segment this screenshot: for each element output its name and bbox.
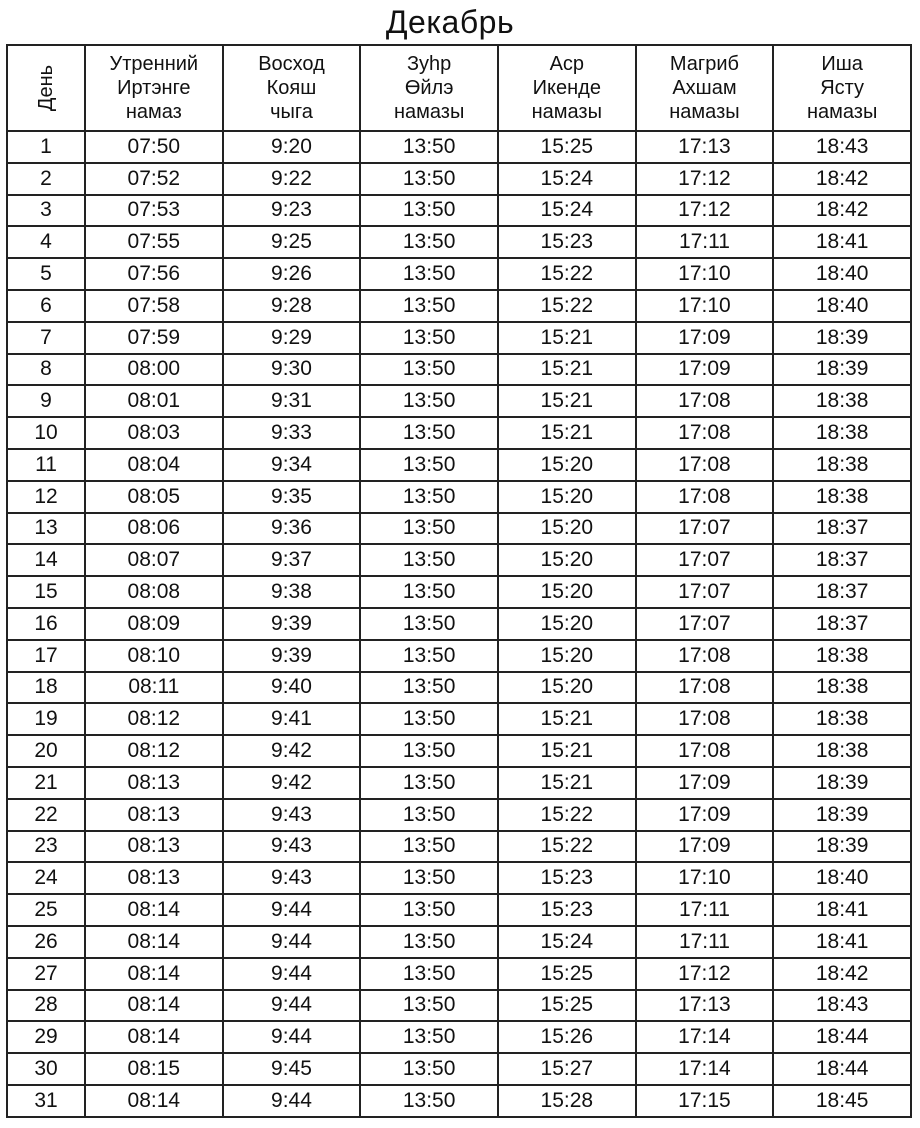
cell-sunrise: 9:36 [223, 513, 361, 545]
cell-isha: 18:39 [773, 354, 911, 386]
cell-sunrise: 9:44 [223, 958, 361, 990]
cell-zuhr: 13:50 [360, 767, 498, 799]
cell-maghrib: 17:09 [636, 354, 774, 386]
column-header-line: намазы [393, 101, 465, 123]
table-row [7, 417, 911, 449]
cell-zuhr: 13:50 [360, 1053, 498, 1085]
cell-maghrib: 17:08 [636, 449, 774, 481]
table-row [7, 990, 911, 1022]
cell-day: 15 [7, 576, 85, 608]
cell-fajr: 08:13 [85, 831, 223, 863]
cell-day: 30 [7, 1053, 85, 1085]
cell-sunrise: 9:44 [223, 1085, 361, 1117]
cell-sunrise: 9:43 [223, 862, 361, 894]
cell-maghrib: 17:13 [636, 990, 774, 1022]
cell-maghrib: 17:08 [636, 703, 774, 735]
cell-asr: 15:21 [498, 354, 636, 386]
cell-zuhr: 13:50 [360, 640, 498, 672]
cell-asr: 15:21 [498, 767, 636, 799]
cell-isha: 18:41 [773, 226, 911, 258]
column-header-line: Өйлэ [404, 77, 454, 99]
cell-fajr: 08:14 [85, 958, 223, 990]
cell-fajr: 07:50 [85, 131, 223, 163]
cell-asr: 15:22 [498, 799, 636, 831]
column-header-label: День [34, 64, 57, 112]
cell-sunrise: 9:39 [223, 640, 361, 672]
cell-sunrise: 9:25 [223, 226, 361, 258]
cell-fajr: 08:01 [85, 385, 223, 417]
cell-fajr: 07:58 [85, 290, 223, 322]
cell-zuhr: 13:50 [360, 672, 498, 704]
cell-zuhr: 13:50 [360, 926, 498, 958]
cell-maghrib: 17:12 [636, 958, 774, 990]
cell-asr: 15:20 [498, 576, 636, 608]
cell-day: 12 [7, 481, 85, 513]
cell-isha: 18:39 [773, 831, 911, 863]
cell-maghrib: 17:07 [636, 576, 774, 608]
cell-zuhr: 13:50 [360, 195, 498, 227]
cell-day: 14 [7, 544, 85, 576]
cell-sunrise: 9:44 [223, 926, 361, 958]
column-header-line: Икенде [532, 77, 601, 99]
cell-day: 4 [7, 226, 85, 258]
cell-asr: 15:22 [498, 831, 636, 863]
cell-zuhr: 13:50 [360, 862, 498, 894]
table-row [7, 1085, 911, 1117]
cell-asr: 15:21 [498, 385, 636, 417]
cell-day: 20 [7, 735, 85, 767]
cell-maghrib: 17:07 [636, 608, 774, 640]
column-header-line: Восход [258, 53, 325, 75]
cell-zuhr: 13:50 [360, 831, 498, 863]
cell-zuhr: 13:50 [360, 449, 498, 481]
cell-day: 24 [7, 862, 85, 894]
table-row [7, 163, 911, 195]
column-header-line: Кояш [266, 77, 317, 99]
cell-asr: 15:20 [498, 544, 636, 576]
cell-maghrib: 17:10 [636, 862, 774, 894]
cell-fajr: 07:55 [85, 226, 223, 258]
column-header-line: намазы [531, 101, 602, 123]
table-row [7, 894, 911, 926]
cell-zuhr: 13:50 [360, 1021, 498, 1053]
cell-sunrise: 9:39 [223, 608, 361, 640]
cell-isha: 18:38 [773, 385, 911, 417]
column-header-line: Ясту [820, 77, 865, 99]
cell-isha: 18:41 [773, 894, 911, 926]
cell-asr: 15:24 [498, 163, 636, 195]
cell-maghrib: 17:09 [636, 831, 774, 863]
cell-isha: 18:38 [773, 417, 911, 449]
table-row [7, 195, 911, 227]
cell-maghrib: 17:08 [636, 672, 774, 704]
cell-fajr: 08:03 [85, 417, 223, 449]
cell-sunrise: 9:44 [223, 894, 361, 926]
cell-sunrise: 9:45 [223, 1053, 361, 1085]
cell-sunrise: 9:34 [223, 449, 361, 481]
cell-sunrise: 9:29 [223, 322, 361, 354]
cell-day: 17 [7, 640, 85, 672]
prayer-times-table [6, 44, 912, 1118]
cell-zuhr: 13:50 [360, 481, 498, 513]
table-row [7, 703, 911, 735]
column-header-sunrise [223, 45, 361, 131]
cell-day: 19 [7, 703, 85, 735]
cell-zuhr: 13:50 [360, 354, 498, 386]
cell-isha: 18:43 [773, 131, 911, 163]
cell-maghrib: 17:12 [636, 163, 774, 195]
cell-sunrise: 9:20 [223, 131, 361, 163]
cell-fajr: 08:14 [85, 1085, 223, 1117]
cell-maghrib: 17:15 [636, 1085, 774, 1117]
cell-maghrib: 17:09 [636, 799, 774, 831]
cell-fajr: 07:52 [85, 163, 223, 195]
cell-day: 7 [7, 322, 85, 354]
cell-sunrise: 9:37 [223, 544, 361, 576]
table-header [7, 45, 911, 131]
cell-isha: 18:39 [773, 322, 911, 354]
cell-sunrise: 9:30 [223, 354, 361, 386]
cell-asr: 15:20 [498, 513, 636, 545]
cell-isha: 18:38 [773, 449, 911, 481]
cell-day: 9 [7, 385, 85, 417]
table-row [7, 672, 911, 704]
column-header-maghrib [636, 45, 774, 131]
cell-maghrib: 17:14 [636, 1021, 774, 1053]
cell-maghrib: 17:09 [636, 322, 774, 354]
cell-zuhr: 13:50 [360, 576, 498, 608]
column-header-line: Иша [821, 53, 863, 75]
column-header-line: намаз [125, 101, 182, 123]
cell-fajr: 07:59 [85, 322, 223, 354]
cell-isha: 18:38 [773, 672, 911, 704]
table-row [7, 608, 911, 640]
cell-fajr: 08:04 [85, 449, 223, 481]
cell-maghrib: 17:09 [636, 767, 774, 799]
cell-day: 21 [7, 767, 85, 799]
table-row [7, 322, 911, 354]
column-header-asr [498, 45, 636, 131]
cell-isha: 18:38 [773, 481, 911, 513]
cell-maghrib: 17:08 [636, 385, 774, 417]
cell-day: 16 [7, 608, 85, 640]
cell-fajr: 08:07 [85, 544, 223, 576]
cell-isha: 18:45 [773, 1085, 911, 1117]
table-row [7, 131, 911, 163]
cell-maghrib: 17:10 [636, 290, 774, 322]
cell-day: 5 [7, 258, 85, 290]
cell-isha: 18:41 [773, 926, 911, 958]
table-row [7, 354, 911, 386]
cell-asr: 15:20 [498, 608, 636, 640]
cell-fajr: 08:13 [85, 767, 223, 799]
cell-asr: 15:23 [498, 226, 636, 258]
column-header-line: Магриб [669, 53, 739, 75]
cell-maghrib: 17:13 [636, 131, 774, 163]
cell-sunrise: 9:43 [223, 831, 361, 863]
cell-isha: 18:44 [773, 1053, 911, 1085]
cell-asr: 15:21 [498, 322, 636, 354]
cell-fajr: 07:56 [85, 258, 223, 290]
cell-day: 28 [7, 990, 85, 1022]
cell-isha: 18:43 [773, 990, 911, 1022]
table-row [7, 513, 911, 545]
cell-zuhr: 13:50 [360, 544, 498, 576]
cell-sunrise: 9:22 [223, 163, 361, 195]
cell-day: 23 [7, 831, 85, 863]
cell-zuhr: 13:50 [360, 990, 498, 1022]
cell-isha: 18:44 [773, 1021, 911, 1053]
cell-fajr: 08:06 [85, 513, 223, 545]
cell-day: 29 [7, 1021, 85, 1053]
cell-sunrise: 9:42 [223, 735, 361, 767]
column-header-line: Зуhр [406, 53, 452, 75]
cell-zuhr: 13:50 [360, 322, 498, 354]
cell-maghrib: 17:08 [636, 735, 774, 767]
column-header-line: Иртэнге [117, 77, 191, 99]
cell-asr: 15:24 [498, 195, 636, 227]
cell-zuhr: 13:50 [360, 131, 498, 163]
table-row [7, 926, 911, 958]
cell-zuhr: 13:50 [360, 513, 498, 545]
cell-asr: 15:24 [498, 926, 636, 958]
cell-fajr: 08:05 [85, 481, 223, 513]
cell-day: 2 [7, 163, 85, 195]
cell-sunrise: 9:41 [223, 703, 361, 735]
cell-sunrise: 9:26 [223, 258, 361, 290]
column-header-fajr [85, 45, 223, 131]
cell-day: 25 [7, 894, 85, 926]
cell-maghrib: 17:11 [636, 226, 774, 258]
table-row [7, 958, 911, 990]
cell-isha: 18:40 [773, 290, 911, 322]
cell-asr: 15:23 [498, 894, 636, 926]
cell-asr: 15:26 [498, 1021, 636, 1053]
cell-fajr: 08:14 [85, 926, 223, 958]
cell-maghrib: 17:11 [636, 926, 774, 958]
header-row [7, 45, 911, 131]
table-row [7, 1053, 911, 1085]
cell-zuhr: 13:50 [360, 1085, 498, 1117]
table-row [7, 831, 911, 863]
cell-fajr: 08:13 [85, 799, 223, 831]
cell-maghrib: 17:08 [636, 640, 774, 672]
cell-fajr: 08:08 [85, 576, 223, 608]
column-header-line: намазы [669, 101, 740, 123]
cell-sunrise: 9:35 [223, 481, 361, 513]
cell-zuhr: 13:50 [360, 226, 498, 258]
cell-isha: 18:37 [773, 608, 911, 640]
cell-maghrib: 17:07 [636, 544, 774, 576]
cell-asr: 15:28 [498, 1085, 636, 1117]
cell-maghrib: 17:10 [636, 258, 774, 290]
table-row [7, 481, 911, 513]
cell-isha: 18:40 [773, 258, 911, 290]
cell-isha: 18:37 [773, 576, 911, 608]
cell-sunrise: 9:43 [223, 799, 361, 831]
cell-asr: 15:20 [498, 481, 636, 513]
cell-day: 27 [7, 958, 85, 990]
cell-maghrib: 17:07 [636, 513, 774, 545]
cell-isha: 18:42 [773, 163, 911, 195]
cell-asr: 15:21 [498, 417, 636, 449]
cell-maghrib: 17:08 [636, 417, 774, 449]
cell-fajr: 08:14 [85, 1021, 223, 1053]
cell-sunrise: 9:31 [223, 385, 361, 417]
table-row [7, 767, 911, 799]
cell-zuhr: 13:50 [360, 703, 498, 735]
table-row [7, 258, 911, 290]
cell-sunrise: 9:42 [223, 767, 361, 799]
column-header-isha [773, 45, 911, 131]
cell-sunrise: 9:44 [223, 1021, 361, 1053]
cell-fajr: 08:15 [85, 1053, 223, 1085]
cell-fajr: 08:00 [85, 354, 223, 386]
cell-asr: 15:27 [498, 1053, 636, 1085]
cell-asr: 15:20 [498, 672, 636, 704]
cell-day: 18 [7, 672, 85, 704]
cell-isha: 18:39 [773, 767, 911, 799]
cell-maghrib: 17:12 [636, 195, 774, 227]
cell-zuhr: 13:50 [360, 735, 498, 767]
cell-isha: 18:42 [773, 958, 911, 990]
column-header-day [7, 45, 85, 131]
column-header-zuhr [360, 45, 498, 131]
cell-day: 1 [7, 131, 85, 163]
cell-sunrise: 9:40 [223, 672, 361, 704]
cell-day: 13 [7, 513, 85, 545]
cell-isha: 18:38 [773, 703, 911, 735]
cell-day: 8 [7, 354, 85, 386]
cell-sunrise: 9:33 [223, 417, 361, 449]
cell-isha: 18:39 [773, 799, 911, 831]
cell-zuhr: 13:50 [360, 385, 498, 417]
column-header-line: Утренний [109, 53, 199, 75]
column-header-line: Ахшам [672, 77, 737, 99]
page-title: Декабрь [385, 4, 515, 40]
cell-asr: 15:21 [498, 735, 636, 767]
cell-isha: 18:40 [773, 862, 911, 894]
cell-asr: 15:22 [498, 290, 636, 322]
cell-asr: 15:20 [498, 640, 636, 672]
table-row [7, 735, 911, 767]
cell-asr: 15:20 [498, 449, 636, 481]
table-row [7, 576, 911, 608]
table-row [7, 640, 911, 672]
cell-isha: 18:37 [773, 513, 911, 545]
cell-maghrib: 17:11 [636, 894, 774, 926]
cell-day: 26 [7, 926, 85, 958]
cell-day: 3 [7, 195, 85, 227]
cell-isha: 18:37 [773, 544, 911, 576]
cell-fajr: 08:14 [85, 990, 223, 1022]
table-row [7, 544, 911, 576]
cell-fajr: 08:11 [85, 672, 223, 704]
cell-maghrib: 17:14 [636, 1053, 774, 1085]
cell-fajr: 07:53 [85, 195, 223, 227]
cell-asr: 15:23 [498, 862, 636, 894]
cell-zuhr: 13:50 [360, 163, 498, 195]
cell-fajr: 08:12 [85, 703, 223, 735]
cell-maghrib: 17:08 [636, 481, 774, 513]
table-row [7, 1021, 911, 1053]
cell-day: 10 [7, 417, 85, 449]
cell-fajr: 08:13 [85, 862, 223, 894]
cell-asr: 15:21 [498, 703, 636, 735]
cell-zuhr: 13:50 [360, 258, 498, 290]
cell-asr: 15:22 [498, 258, 636, 290]
cell-fajr: 08:10 [85, 640, 223, 672]
cell-sunrise: 9:38 [223, 576, 361, 608]
column-header-line: намазы [806, 101, 878, 123]
cell-day: 11 [7, 449, 85, 481]
cell-zuhr: 13:50 [360, 290, 498, 322]
cell-fajr: 08:09 [85, 608, 223, 640]
cell-sunrise: 9:28 [223, 290, 361, 322]
table-row [7, 799, 911, 831]
cell-zuhr: 13:50 [360, 608, 498, 640]
table-row [7, 862, 911, 894]
cell-isha: 18:38 [773, 735, 911, 767]
cell-asr: 15:25 [498, 958, 636, 990]
table-row [7, 226, 911, 258]
cell-zuhr: 13:50 [360, 417, 498, 449]
cell-zuhr: 13:50 [360, 799, 498, 831]
table-row [7, 385, 911, 417]
cell-zuhr: 13:50 [360, 894, 498, 926]
cell-zuhr: 13:50 [360, 958, 498, 990]
cell-day: 22 [7, 799, 85, 831]
cell-fajr: 08:14 [85, 894, 223, 926]
cell-isha: 18:42 [773, 195, 911, 227]
cell-sunrise: 9:23 [223, 195, 361, 227]
cell-isha: 18:38 [773, 640, 911, 672]
cell-asr: 15:25 [498, 990, 636, 1022]
cell-day: 31 [7, 1085, 85, 1117]
table-row [7, 449, 911, 481]
cell-day: 6 [7, 290, 85, 322]
table-body [7, 131, 911, 1117]
column-header-line: чыга [270, 101, 313, 123]
column-header-line: Аср [549, 53, 585, 75]
table-row [7, 290, 911, 322]
cell-fajr: 08:12 [85, 735, 223, 767]
cell-asr: 15:25 [498, 131, 636, 163]
cell-sunrise: 9:44 [223, 990, 361, 1022]
